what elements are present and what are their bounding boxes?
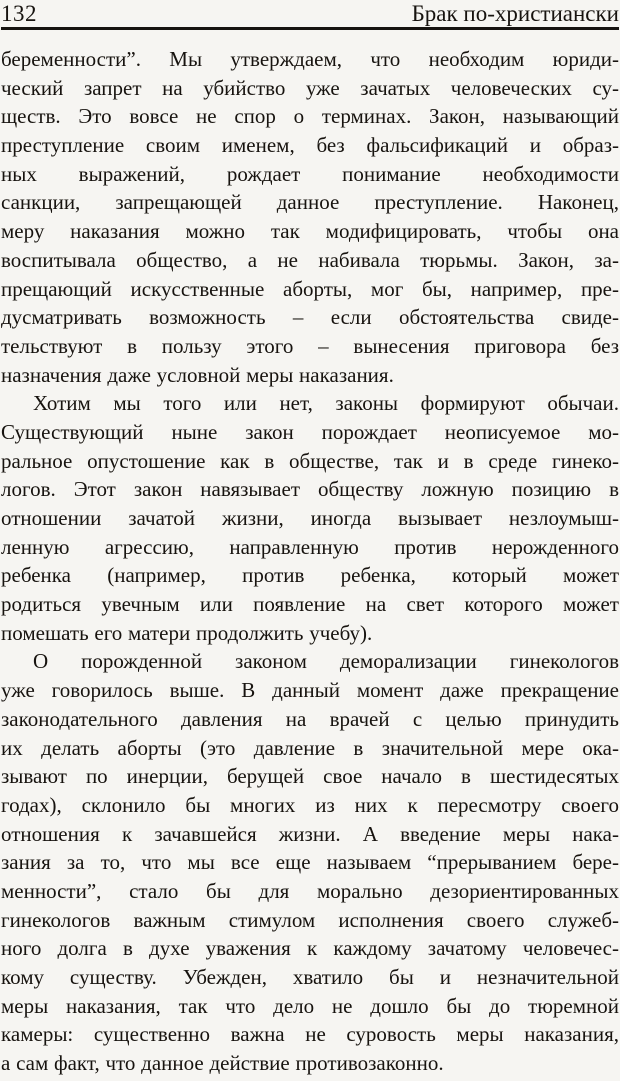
page-number: 132	[1, 1, 37, 26]
text-line: беременности”. Мы утверждаем, что необходим юриди-	[1, 47, 619, 71]
body-text	[1, 45, 619, 1078]
text-line: ленную агрессию, направленную против нерожденного	[1, 534, 619, 559]
text-line: отношения к зачавшейся жизни. А введение меры нака-	[1, 821, 619, 846]
running-title: Брак по-христиански	[411, 1, 619, 26]
text-line: санкции, запрещающей данное преступление. Наконец,	[1, 190, 619, 215]
text-line: Хотим мы того или нет, законы формируют обычаи.	[33, 391, 619, 416]
text-line: зывают по инерции, берущей свое начало в шестидесятых	[1, 764, 619, 789]
text-line: ных выражений, рождает понимание необходимости	[1, 161, 619, 186]
text-line: ществ. Это вовсе не спор о терминах. Закон, называющий	[1, 104, 619, 129]
text-line: меру наказания можно так модифицировать, чтобы она	[1, 219, 619, 244]
text-line: О порожденной законом деморализации гинекологов	[33, 649, 619, 674]
text-line: воспитывала общество, а не набивала тюрьмы. Закон, за-	[1, 247, 619, 272]
text-line: гинекологов важным стимулом исполнения своего служеб-	[1, 907, 619, 932]
text-line: ребенка (например, против ребенка, который может	[1, 563, 619, 588]
text-line: ральное опустошение как в обществе, так и в среде гинеко-	[1, 448, 619, 473]
text-line: ческий запрет на убийство уже зачатых человеческих су-	[1, 75, 619, 100]
text-line: родиться увечным или появление на свет которого может	[1, 592, 619, 617]
text-line: ного долга в духе уважения к каждому зачатому человечес-	[1, 936, 619, 961]
text-line: уже говорилось выше. В данный момент даже прекращение	[1, 678, 619, 703]
text-line: назначения даже условной меры наказания.	[1, 362, 394, 387]
text-line: помешать его матери продолжить учебу).	[1, 620, 373, 645]
text-line: отношении зачатой жизни, иногда вызывает незлоумыш-	[1, 506, 619, 530]
text-line: камеры: существенно важна не суровость меры наказания,	[1, 1022, 619, 1047]
header-rule	[1, 27, 619, 30]
text-line: менности”, стало бы для морально дезориентированных	[1, 878, 619, 903]
text-line: годах), склонило бы многих из них к пересмотру своего	[1, 792, 619, 817]
text-line: логов. Этот закон навязывает обществу ложную позицию в	[1, 477, 619, 502]
text-line: законодательного давления на врачей с целью принудить	[1, 706, 619, 731]
text-line: прещающий искусственные аборты, мог бы, например, пре-	[1, 276, 619, 301]
page-header	[1, 0, 619, 26]
text-line: преступление своим именем, без фальсификаций и образ-	[1, 133, 619, 158]
text-line: зания за то, что мы все еще называем “прерыванием бере-	[1, 850, 619, 875]
text-line: Существующий ныне закон порождает неописуемое мо-	[1, 419, 619, 444]
text-line: тельствуют в пользу этого – вынесения приговора без	[1, 333, 619, 358]
text-line: дусматривать возможность – если обстоятельства свиде-	[1, 305, 619, 330]
text-line: их делать аборты (это давление в значительной мере ока-	[1, 735, 619, 760]
text-line: кому существу. Убежден, хватило бы и незначительной	[1, 965, 619, 989]
text-line: меры наказания, так что дело не дошло бы до тюремной	[1, 993, 619, 1018]
text-line: а сам факт, что данное действие противозаконно.	[1, 1051, 444, 1076]
